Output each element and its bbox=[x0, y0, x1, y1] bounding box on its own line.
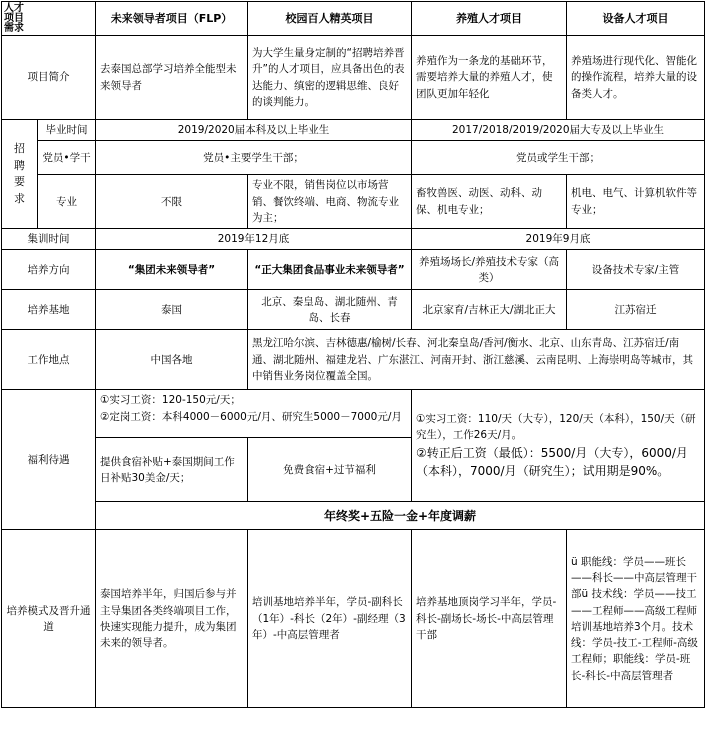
intro-breeding: 养殖作为一条龙的基础环节，需要培养大量的养殖人才，使团队更加年轻化 bbox=[412, 36, 567, 120]
talent-program-table bbox=[1, 1, 705, 708]
party-left: 党员•主要学生干部； bbox=[96, 141, 412, 175]
header-equipment: 设备人才项目 bbox=[567, 2, 705, 36]
welfare-right-internship: ①实习工资：110/天（大专），120/天（本科），150/天（研究生），工作26天/月。 bbox=[416, 412, 696, 442]
header-campus: 校园百人精英项目 bbox=[248, 2, 412, 36]
direction-label: 培养方向 bbox=[2, 250, 96, 290]
base-label: 培养基地 bbox=[2, 290, 96, 330]
promotion-flp: 泰国培养半年，归国后参与并主导集团各类终端项目工作，快速实现能力提升，成为集团未来的领导者。 bbox=[96, 530, 248, 708]
welfare-left-salary: ②定岗工资：本科4000－6000元/月、研究生5000－7000元/月 bbox=[100, 410, 402, 423]
promotion-campus: 培训基地培养半年，学员-副科长（1年）-科长（2年）-副经理（3年）-中高层管理者 bbox=[248, 530, 412, 708]
corner-label-demand: 需求 bbox=[4, 22, 24, 34]
direction-campus: “正大集团食品事业未来领导者” bbox=[248, 250, 412, 290]
grad-label: 毕业时间 bbox=[38, 120, 96, 141]
major-flp: 不限 bbox=[96, 175, 248, 229]
major-breeding: 畜牧兽医、动医、动科、动保、机电专业； bbox=[412, 175, 567, 229]
welfare-label: 福利待遇 bbox=[2, 390, 96, 530]
grad-right: 2017/2018/2019/2020届大专及以上毕业生 bbox=[412, 120, 705, 141]
grad-left: 2019/2020届本科及以上毕业生 bbox=[96, 120, 412, 141]
header-breeding: 养殖人才项目 bbox=[412, 2, 567, 36]
recruit-group-text: 招 聘 要 求 bbox=[14, 142, 25, 205]
welfare-common: 年终奖+五险一金+年度调薪 bbox=[96, 502, 705, 530]
corner-label-talent: 人才 bbox=[4, 2, 24, 14]
header-flp: 未来领导者项目（FLP） bbox=[96, 2, 248, 36]
intro-equipment: 养殖场进行现代化、智能化的操作流程，培养大量的设备类人才。 bbox=[567, 36, 705, 120]
training-time-label: 集训时间 bbox=[2, 229, 96, 250]
location-label: 工作地点 bbox=[2, 330, 96, 390]
intro-flp: 去泰国总部学习培养全能型未来领导者 bbox=[96, 36, 248, 120]
welfare-right-salary: ②转正后工资（最低）：5500/月（大专），6000/月（本科），7000/月（研究生）；试用期是90%。 bbox=[416, 445, 688, 479]
major-campus: 专业不限，销售岗位以市场营销、餐饮终端、电商、物流专业为主； bbox=[248, 175, 412, 229]
promotion-equipment: ü 职能线：学员——班长——科长——中高层管理干部ü 技术线：学员——技工——工程师——高级工程师 培训基地培养3个月。技术线：学员-技工-工程师-高级工程师；职能线：学员-班长-科长-中高层管理者 bbox=[567, 530, 705, 708]
training-time-left: 2019年12月底 bbox=[96, 229, 412, 250]
direction-breeding: 养殖场场长/养殖技术专家（高类） bbox=[412, 250, 567, 290]
party-label: 党员•学干 bbox=[38, 141, 96, 175]
base-equipment: 江苏宿迁 bbox=[567, 290, 705, 330]
intro-label: 项目简介 bbox=[2, 36, 96, 120]
base-flp: 泰国 bbox=[96, 290, 248, 330]
corner-cell bbox=[2, 2, 96, 36]
location-rest: 黑龙江哈尔滨、吉林德惠/榆树/长春、河北秦皇岛/香河/衡水、北京、山东青岛、江苏宿迁/南通、湖北随州、福建龙岩、广东湛江、河南开封、浙江慈溪、云南昆明、上海崇明岛等城市，其中销售业务岗位覆盖全国。 bbox=[248, 330, 705, 390]
direction-flp: “集团未来领导者” bbox=[96, 250, 248, 290]
training-time-right: 2019年9月底 bbox=[412, 229, 705, 250]
welfare-left-internship: ①实习工资：120-150元/天； bbox=[100, 394, 241, 407]
location-flp: 中国各地 bbox=[96, 330, 248, 390]
welfare-right bbox=[412, 390, 705, 502]
welfare-campus-extra: 免费食宿+过节福利 bbox=[248, 438, 412, 502]
base-breeding: 北京家育/吉林正大/湖北正大 bbox=[412, 290, 567, 330]
promotion-breeding: 培养基地顶岗学习半年，学员-科长-副场长-场长-中高层管理干部 bbox=[412, 530, 567, 708]
intro-campus: 为大学生量身定制的“招聘培养晋升”的人才项目，应具备出色的表达能力、缜密的逻辑思维、良好的谈判能力。 bbox=[248, 36, 412, 120]
recruit-group-label bbox=[2, 120, 38, 229]
major-label: 专业 bbox=[38, 175, 96, 229]
corner-label-project: 项目 bbox=[4, 12, 24, 24]
party-right: 党员或学生干部； bbox=[412, 141, 705, 175]
promotion-label: 培养模式及晋升通道 bbox=[2, 530, 96, 708]
welfare-left-top bbox=[96, 390, 412, 438]
welfare-flp-extra: 提供食宿补贴+泰国期间工作日补贴30美金/天； bbox=[96, 438, 248, 502]
direction-equipment: 设备技术专家/主管 bbox=[567, 250, 705, 290]
major-equipment: 机电、电气、计算机软件等专业； bbox=[567, 175, 705, 229]
base-campus: 北京、秦皇岛、湖北随州、青岛、长春 bbox=[248, 290, 412, 330]
